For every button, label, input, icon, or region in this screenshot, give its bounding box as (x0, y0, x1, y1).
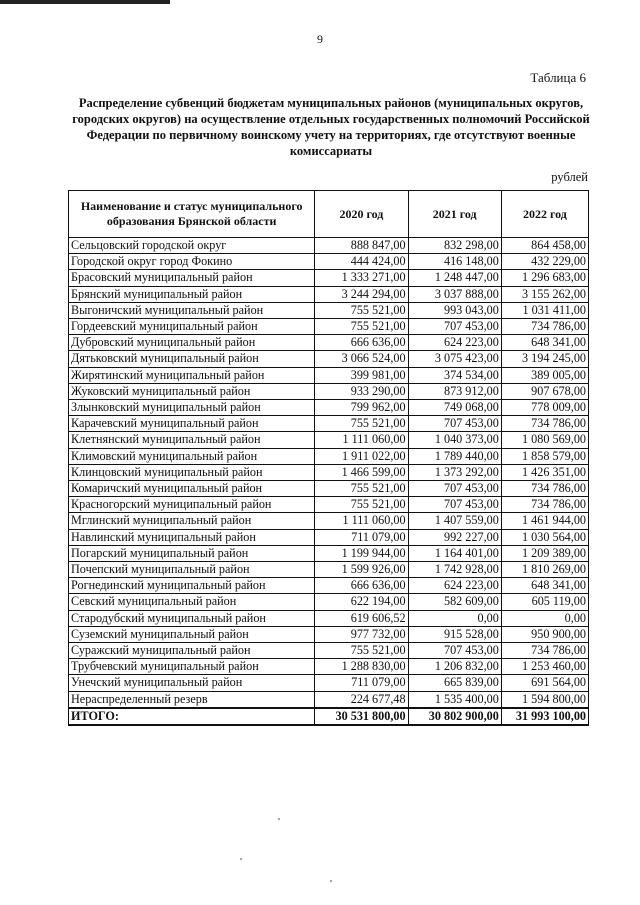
municipality-name-cell: Брянский муниципальный район (69, 286, 315, 302)
amount-cell: 755 521,00 (315, 643, 408, 659)
table-row (69, 383, 589, 399)
table-row (69, 675, 589, 691)
table-row (69, 626, 589, 642)
amount-cell: 1 080 569,00 (501, 432, 588, 448)
scan-speck (330, 880, 332, 882)
table-row (69, 562, 589, 578)
table-row (69, 335, 589, 351)
amount-cell: 648 341,00 (501, 578, 588, 594)
amount-cell: 1 373 292,00 (408, 464, 501, 480)
total-row (69, 708, 589, 725)
amount-cell: 3 244 294,00 (315, 286, 408, 302)
table-row (69, 610, 589, 626)
municipality-name-cell: Нераспределенный резерв (69, 691, 315, 708)
municipality-name-cell: Севский муниципальный район (69, 594, 315, 610)
municipality-name-cell: Комаричский муниципальный район (69, 481, 315, 497)
municipality-name-cell: Почепский муниципальный район (69, 562, 315, 578)
municipality-name-cell: Стародубский муниципальный район (69, 610, 315, 626)
amount-cell: 665 839,00 (408, 675, 501, 691)
table-body (69, 238, 589, 726)
amount-cell: 755 521,00 (315, 416, 408, 432)
amount-cell: 582 609,00 (408, 594, 501, 610)
amount-cell: 755 521,00 (315, 481, 408, 497)
municipality-name-cell: Клинцовский муниципальный район (69, 464, 315, 480)
amount-cell: 1 742 928,00 (408, 562, 501, 578)
header-2022: 2022 год (501, 191, 588, 238)
municipality-name-cell: Карачевский муниципальный район (69, 416, 315, 432)
amount-cell: 707 453,00 (408, 643, 501, 659)
amount-cell: 3 155 262,00 (501, 286, 588, 302)
header-2020: 2020 год (315, 191, 408, 238)
table-row (69, 400, 589, 416)
amount-cell: 915 528,00 (408, 626, 501, 642)
amount-cell: 691 564,00 (501, 675, 588, 691)
document-title: Распределение субвенций бюджетам муниципальных районов (муниципальных округов, городских округов) на осуществление отдельных государственных полномочий Российской Федерации по первичному воинскому учету на территориях, где отсутствуют военные комиссариаты (72, 96, 590, 158)
municipality-name-cell: Городской округ город Фокино (69, 254, 315, 270)
amount-cell: 389 005,00 (501, 367, 588, 383)
amount-cell: 707 453,00 (408, 497, 501, 513)
municipality-name-cell: Погарский муниципальный район (69, 545, 315, 561)
amount-cell: 1 248 447,00 (408, 270, 501, 286)
amount-cell: 734 786,00 (501, 416, 588, 432)
amount-cell: 1 199 944,00 (315, 545, 408, 561)
amount-cell: 1 040 373,00 (408, 432, 501, 448)
amount-cell: 1 535 400,00 (408, 691, 501, 708)
amount-cell: 1 111 060,00 (315, 513, 408, 529)
amount-cell: 1 333 271,00 (315, 270, 408, 286)
table-row (69, 302, 589, 318)
municipality-name-cell: Жуковский муниципальный район (69, 383, 315, 399)
amount-cell: 3 194 245,00 (501, 351, 588, 367)
header-name: Наименование и статус муниципального образования Брянской области (69, 191, 315, 238)
amount-cell: 873 912,00 (408, 383, 501, 399)
amount-cell: 444 424,00 (315, 254, 408, 270)
municipality-name-cell: Навлинский муниципальный район (69, 529, 315, 545)
table-row (69, 286, 589, 302)
table-row (69, 432, 589, 448)
amount-cell: 1 858 579,00 (501, 448, 588, 464)
amount-cell: 624 223,00 (408, 335, 501, 351)
top-rule (0, 0, 170, 4)
amount-cell: 1 407 559,00 (408, 513, 501, 529)
amount-cell: 3 066 524,00 (315, 351, 408, 367)
amount-cell: 3 037 888,00 (408, 286, 501, 302)
amount-cell: 0,00 (408, 610, 501, 626)
total-amount: 31 993 100,00 (501, 708, 588, 725)
amount-cell: 707 453,00 (408, 481, 501, 497)
amount-cell: 1 164 401,00 (408, 545, 501, 561)
municipality-name-cell: Суражский муниципальный район (69, 643, 315, 659)
total-amount: 30 802 900,00 (408, 708, 501, 725)
table-row (69, 513, 589, 529)
municipality-name-cell: Унечский муниципальный район (69, 675, 315, 691)
municipality-name-cell: Гордеевский муниципальный район (69, 319, 315, 335)
amount-cell: 666 636,00 (315, 335, 408, 351)
amount-cell: 832 298,00 (408, 238, 501, 254)
amount-cell: 1 209 389,00 (501, 545, 588, 561)
amount-cell: 888 847,00 (315, 238, 408, 254)
amount-cell: 666 636,00 (315, 578, 408, 594)
amount-cell: 1 296 683,00 (501, 270, 588, 286)
amount-cell: 907 678,00 (501, 383, 588, 399)
amount-cell: 993 043,00 (408, 302, 501, 318)
amount-cell: 778 009,00 (501, 400, 588, 416)
amount-cell: 950 900,00 (501, 626, 588, 642)
table-row (69, 481, 589, 497)
table-row (69, 545, 589, 561)
scan-speck (240, 858, 242, 860)
total-amount: 30 531 800,00 (315, 708, 408, 725)
amount-cell: 1 031 411,00 (501, 302, 588, 318)
municipality-name-cell: Клетнянский муниципальный район (69, 432, 315, 448)
municipality-name-cell: Климовский муниципальный район (69, 448, 315, 464)
table-row (69, 578, 589, 594)
amount-cell: 1 599 926,00 (315, 562, 408, 578)
amount-cell: 734 786,00 (501, 643, 588, 659)
amount-cell: 992 227,00 (408, 529, 501, 545)
amount-cell: 224 677,48 (315, 691, 408, 708)
amount-cell: 1 030 564,00 (501, 529, 588, 545)
table-row (69, 594, 589, 610)
table-row (69, 464, 589, 480)
municipality-name-cell: Дубровский муниципальный район (69, 335, 315, 351)
total-label: ИТОГО: (69, 708, 315, 725)
amount-cell: 711 079,00 (315, 675, 408, 691)
table-row (69, 367, 589, 383)
table-row (69, 270, 589, 286)
amount-cell: 622 194,00 (315, 594, 408, 610)
amount-cell: 1 810 269,00 (501, 562, 588, 578)
municipality-name-cell: Рогнединский муниципальный район (69, 578, 315, 594)
amount-cell: 1 461 944,00 (501, 513, 588, 529)
table-row (69, 416, 589, 432)
table-label: Таблица 6 (530, 70, 586, 85)
table-header-row (69, 191, 589, 238)
amount-cell: 707 453,00 (408, 319, 501, 335)
amount-cell: 755 521,00 (315, 497, 408, 513)
amount-cell: 1 789 440,00 (408, 448, 501, 464)
subvention-table (68, 190, 589, 726)
table-row (69, 691, 589, 708)
amount-cell: 734 786,00 (501, 319, 588, 335)
table-row (69, 659, 589, 675)
amount-cell: 864 458,00 (501, 238, 588, 254)
table-row (69, 497, 589, 513)
amount-cell: 711 079,00 (315, 529, 408, 545)
amount-cell: 977 732,00 (315, 626, 408, 642)
amount-cell: 1 594 800,00 (501, 691, 588, 708)
table-row (69, 643, 589, 659)
amount-cell: 605 119,00 (501, 594, 588, 610)
amount-cell: 619 606,52 (315, 610, 408, 626)
municipality-name-cell: Дятьковский муниципальный район (69, 351, 315, 367)
municipality-name-cell: Мглинский муниципальный район (69, 513, 315, 529)
amount-cell: 399 981,00 (315, 367, 408, 383)
amount-cell: 749 068,00 (408, 400, 501, 416)
amount-cell: 624 223,00 (408, 578, 501, 594)
table-row (69, 238, 589, 254)
amount-cell: 1 206 832,00 (408, 659, 501, 675)
amount-cell: 1 288 830,00 (315, 659, 408, 675)
amount-cell: 0,00 (501, 610, 588, 626)
table-row (69, 351, 589, 367)
municipality-name-cell: Злынковский муниципальный район (69, 400, 315, 416)
amount-cell: 734 786,00 (501, 481, 588, 497)
amount-cell: 1 111 060,00 (315, 432, 408, 448)
amount-cell: 1 911 022,00 (315, 448, 408, 464)
amount-cell: 933 290,00 (315, 383, 408, 399)
scan-speck (278, 818, 280, 820)
page-number: 9 (317, 32, 323, 46)
amount-cell: 799 962,00 (315, 400, 408, 416)
municipality-name-cell: Красногорский муниципальный район (69, 497, 315, 513)
municipality-name-cell: Жирятинский муниципальный район (69, 367, 315, 383)
amount-cell: 3 075 423,00 (408, 351, 501, 367)
table-row (69, 448, 589, 464)
municipality-name-cell: Сельцовский городской округ (69, 238, 315, 254)
amount-cell: 707 453,00 (408, 416, 501, 432)
amount-cell: 1 466 599,00 (315, 464, 408, 480)
amount-cell: 374 534,00 (408, 367, 501, 383)
municipality-name-cell: Выгоничский муниципальный район (69, 302, 315, 318)
amount-cell: 432 229,00 (501, 254, 588, 270)
amount-cell: 755 521,00 (315, 302, 408, 318)
municipality-name-cell: Суземский муниципальный район (69, 626, 315, 642)
amount-cell: 755 521,00 (315, 319, 408, 335)
municipality-name-cell: Трубчевский муниципальный район (69, 659, 315, 675)
amount-cell: 734 786,00 (501, 497, 588, 513)
table-row (69, 254, 589, 270)
amount-cell: 1 253 460,00 (501, 659, 588, 675)
amount-cell: 416 148,00 (408, 254, 501, 270)
header-2021: 2021 год (408, 191, 501, 238)
amount-cell: 1 426 351,00 (501, 464, 588, 480)
table-row (69, 529, 589, 545)
table-row (69, 319, 589, 335)
amount-cell: 648 341,00 (501, 335, 588, 351)
municipality-name-cell: Брасовский муниципальный район (69, 270, 315, 286)
unit-label: рублей (551, 170, 588, 184)
